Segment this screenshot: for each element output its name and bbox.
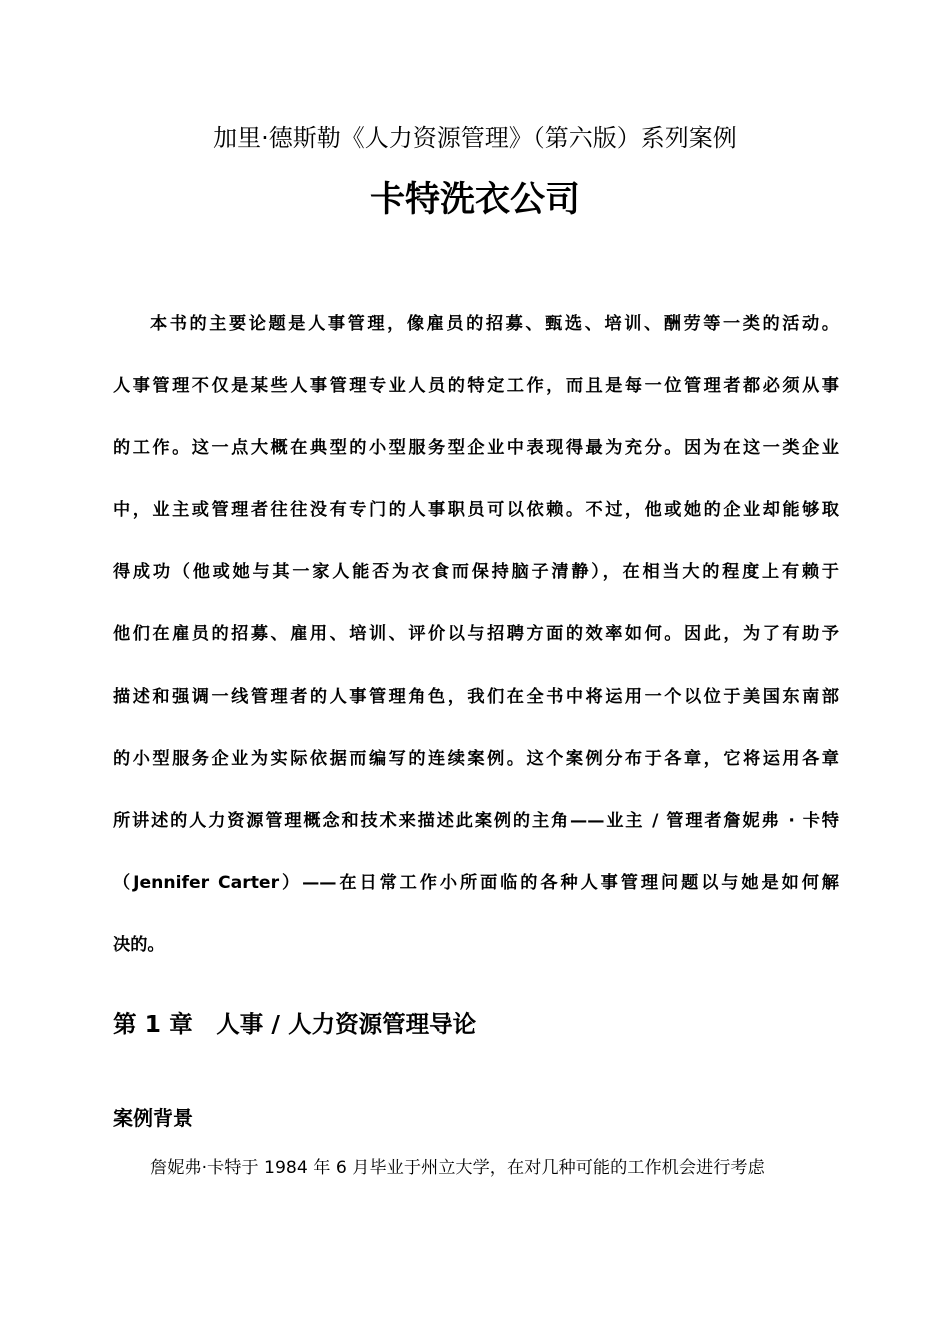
body-paragraph	[113, 1154, 839, 1182]
intro-line: 描述和强调一线管理者的人事管理角色，我们在全书中将运用一个以位于美国东南部	[113, 686, 839, 707]
intro-line: 所讲述的人力资源管理概念和技术来描述此案例的主角——业主 / 管理者詹妮弗 · 卡特	[113, 810, 839, 831]
intro-line: 的小型服务企业为实际依据而编写的连续案例。这个案例分布于各章，它将运用各章	[113, 748, 839, 769]
intro-line: 本书的主要论题是人事管理，像雇员的招募、甄选、培训、酬劳等一类的活动。	[150, 314, 839, 334]
intro-line: 中，业主或管理者往往没有专门的人事职员可以依赖。不过，他或她的企业却能够取	[113, 500, 839, 521]
intro-line: 的工作。这一点大概在典型的小型服务型企业中表现得最为充分。因为在这一类企业	[113, 438, 839, 459]
intro-line: 决的。	[113, 934, 165, 955]
chapter-heading: 第 1 章 人事 / 人力资源管理导论	[113, 1010, 477, 1038]
intro-line: 得成功（他或她与其一家人能否为衣食而保持脑子清静），在相当大的程度上有赖于	[113, 562, 839, 583]
intro-line: 他们在雇员的招募、雇用、培训、评价以与招聘方面的效率如何。因此，为了有助予	[113, 624, 839, 645]
intro-paragraph	[113, 310, 839, 993]
intro-line: （Jennifer Carter）——在日常工作小所面临的各种人事管理问题以与她是如何解	[113, 872, 839, 893]
section-heading: 案例背景	[113, 1106, 193, 1130]
intro-line: 人事管理不仅是某些人事管理专业人员的特定工作，而且是每一位管理者都必须从事	[113, 376, 839, 397]
body-line: 詹妮弗·卡特于 1984 年 6 月毕业于州立大学，在对几种可能的工作机会进行考虑	[150, 1158, 765, 1178]
document-main-title: 卡特洗衣公司	[369, 180, 580, 220]
document-series-title: 加里·德斯勒《人力资源管理》（第六版）系列案例	[213, 124, 737, 152]
